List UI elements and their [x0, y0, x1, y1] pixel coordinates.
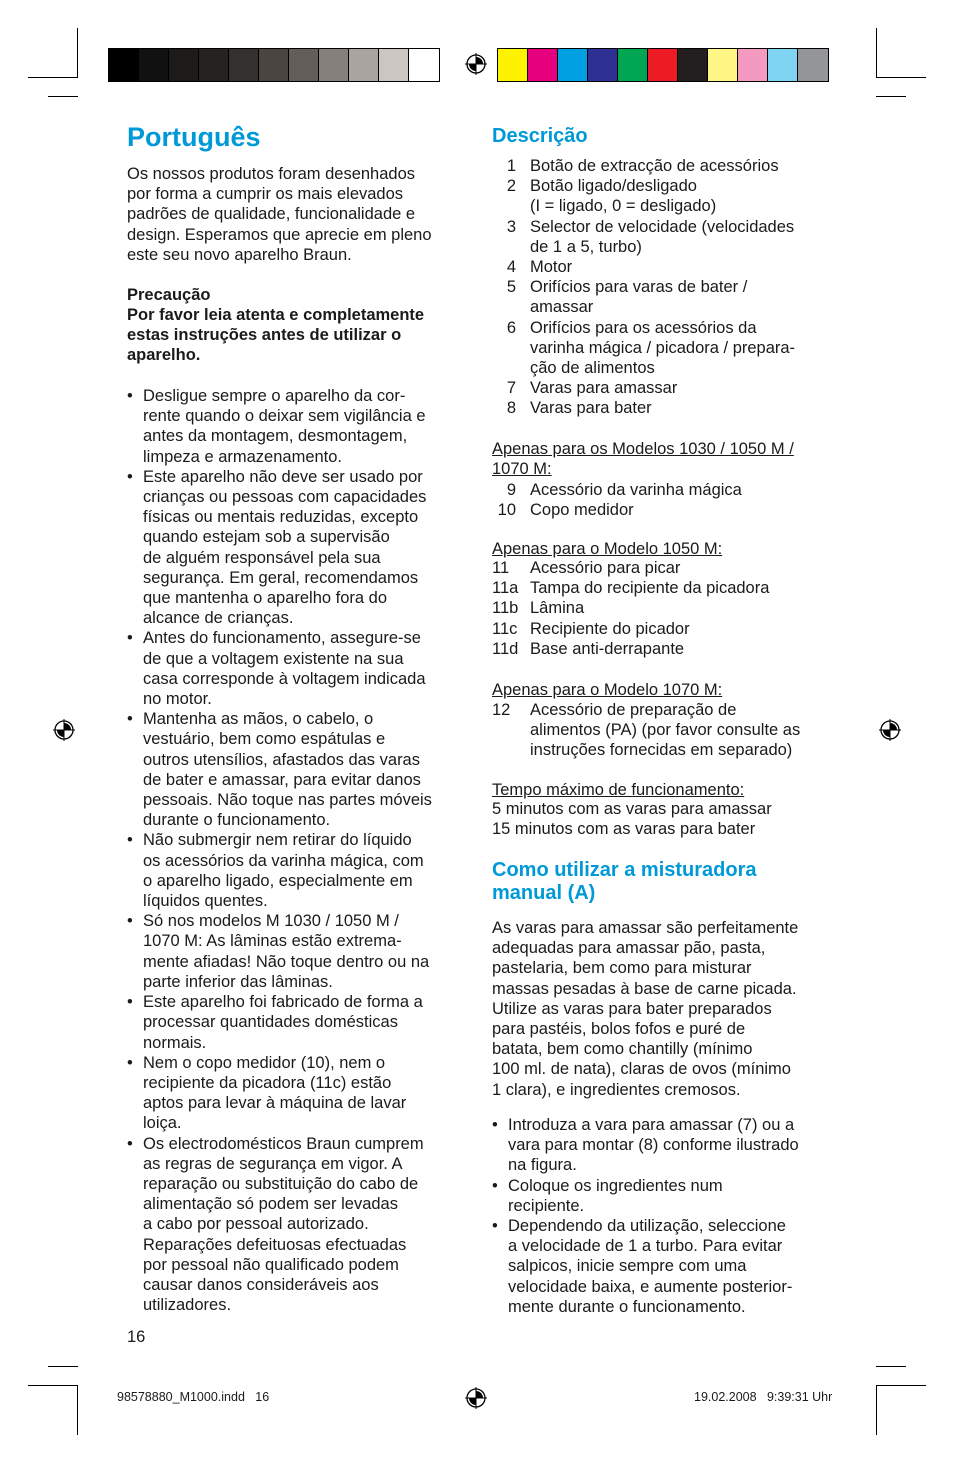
item-text: Selector de velocidade (velocidades de 1 a 5, turbo)	[530, 217, 795, 256]
intro-paragraph	[127, 164, 467, 265]
numbered-item	[492, 257, 837, 277]
usage-bullet-list	[492, 1115, 837, 1317]
text-line: design. Esperamos que aprecie em pleno	[127, 225, 432, 244]
usage-paragraph	[492, 918, 837, 1100]
item-text: Orifícios para varas de bater / amassar	[530, 278, 748, 317]
item-number: 12	[492, 701, 511, 719]
bullet-item: • Só nos modelos M 1030 / 1050 M / 1070 M: As lâminas estão extrema- mente afiadas! Não toque dentro ou na parte inferior das lâminas.	[127, 911, 472, 992]
item-text: Varas para bater	[530, 399, 652, 418]
text-line: pastelaria, bem como para misturar	[492, 959, 752, 978]
numbered-item	[492, 217, 837, 257]
color-swatch	[169, 49, 199, 81]
text-line: Utilize as varas para bater preparados	[492, 999, 772, 1018]
item-text: Orifícios para os acessórios da varinha mágica / picadora / prepara- ção de alimentos	[530, 318, 796, 378]
item-text: Tampa do recipiente da picadora	[530, 579, 770, 598]
item-number: 2	[506, 177, 516, 196]
numbered-item	[492, 318, 837, 379]
text-line: 5 minutos com as varas para amassar	[492, 800, 772, 818]
process-color-bar	[497, 48, 829, 82]
bullet-item: • Nem o copo medidor (10), nem o recipiente da picadora (11c) estão aptos para levar à máquina de lavar loiça.	[127, 1053, 472, 1134]
color-swatch	[289, 49, 319, 81]
item-number: 11d	[492, 639, 519, 658]
max-time-text	[492, 799, 772, 839]
item-number: 11	[492, 559, 510, 577]
item-number: 3	[506, 217, 516, 236]
models-c-title: Apenas para o Modelo 1070 M:	[492, 681, 723, 699]
item-number: 11b	[492, 599, 519, 618]
text-line: aparelho.	[127, 346, 201, 365]
page-number: 16	[127, 1328, 146, 1346]
caution-text	[127, 305, 467, 366]
models-b-list	[492, 558, 837, 659]
text-line: 15 minutos com as varas para bater	[492, 820, 756, 839]
color-swatch	[379, 49, 409, 81]
bullet-item: • Coloque os ingredientes num recipiente.	[492, 1176, 837, 1216]
item-number: 6	[506, 318, 516, 337]
description-list	[492, 156, 837, 419]
max-time-title: Tempo máximo de funcionamento:	[492, 781, 745, 799]
text-line: Apenas para os Modelos 1030 / 1050 M /	[492, 440, 794, 458]
text-line: 100 ml. de nata), claras de ovos (mínimo	[492, 1060, 791, 1079]
registration-mark-icon	[465, 1387, 487, 1409]
text-line: 1 clara), e ingredientes cremosos.	[492, 1080, 741, 1099]
item-text: Motor	[530, 258, 573, 277]
numbered-item	[492, 700, 837, 761]
color-swatch	[648, 49, 678, 81]
grayscale-color-bar	[108, 48, 440, 82]
item-number: 4	[506, 258, 516, 277]
item-text: Acessório para picar	[530, 559, 681, 577]
item-text: Acessório de preparação de alimentos (PA) (por favor consulte as instruções fornecidas em separado)	[530, 701, 801, 760]
usage-heading	[492, 859, 757, 905]
color-swatch	[349, 49, 379, 81]
color-swatch	[498, 49, 528, 81]
item-text: Botão ligado/desligado (I = ligado, 0 = desligado)	[530, 177, 717, 216]
numbered-item	[492, 480, 837, 500]
numbered-item	[492, 378, 837, 398]
color-swatch	[558, 49, 588, 81]
footer-timestamp: 19.02.2008 9:39:31 Uhr	[694, 1390, 833, 1404]
caution-title: Precaução	[127, 286, 211, 304]
text-line: Os nossos produtos foram desenhados	[127, 165, 416, 183]
registration-mark-icon	[465, 53, 487, 75]
bullet-item: • Desligue sempre o aparelho da cor- rente quando o deixar sem vigilância e antes da montagem, desmontagem, limpeza e armazenamento.	[127, 386, 472, 467]
color-swatch	[708, 49, 738, 81]
item-text: Copo medidor	[530, 501, 634, 520]
numbered-item	[492, 578, 837, 598]
bullet-item: • Não submergir nem retirar do líquido os acessórios da varinha mágica, com o aparelho ligado, especialmente em líquidos quentes.	[127, 830, 472, 911]
color-swatch	[259, 49, 289, 81]
color-swatch	[588, 49, 618, 81]
color-swatch	[109, 49, 139, 81]
bullet-item: • Este aparelho não deve ser usado por crianças ou pessoas com capacidades físicas ou mentais reduzidas, excepto quando estejam sob a supervisão de alguém responsável pela sua segurança. Em geral, recomendamos que mantenha o aparelho fora do alcance de crianças.	[127, 467, 472, 629]
models-b-title: Apenas para o Modelo 1050 M:	[492, 540, 723, 558]
safety-bullet-list	[127, 386, 472, 1315]
text-line: massas pesadas à base de carne picada.	[492, 979, 797, 998]
text-line: estas instruções antes de utilizar o	[127, 326, 402, 345]
item-text: Base anti-derrapante	[530, 639, 685, 658]
numbered-item	[492, 398, 837, 418]
item-number: 11a	[492, 579, 519, 598]
numbered-item	[492, 500, 837, 520]
color-swatch	[738, 49, 768, 81]
numbered-item	[492, 619, 837, 639]
item-number: 7	[506, 379, 516, 398]
numbered-item	[492, 176, 837, 216]
numbered-item	[492, 277, 837, 317]
registration-mark-icon	[879, 719, 901, 741]
color-swatch	[409, 49, 439, 81]
item-text: Acessório da varinha mágica	[530, 481, 742, 499]
text-line: batata, bem como chantilly (mínimo	[492, 1040, 753, 1059]
item-text: Lâmina	[530, 599, 585, 618]
bullet-item: • Dependendo da utilização, seleccione a velocidade de 1 a turbo. Para evitar salpicos, inicie sempre com uma velocidade baixa, e aumente posterior- mente durante o funcionamento.	[492, 1216, 837, 1317]
bullet-item: • Mantenha as mãos, o cabelo, o vestuário, bem como espátulas e outros utensílios, afastados das varas de bater e amassar, para evitar danos pessoais. Não toque nas partes móveis durante o funcionamento.	[127, 709, 472, 830]
color-swatch	[139, 49, 169, 81]
footer-filename: 98578880_M1000.indd 16	[117, 1390, 270, 1404]
page-title: Português	[127, 122, 261, 152]
models-a-list	[492, 480, 837, 520]
numbered-item	[492, 639, 837, 659]
models-a-title	[492, 439, 794, 479]
bullet-item: • Os electrodomésticos Braun cumprem as regras de segurança em vigor. A reparação ou substituição do cabo de alimentação só podem ser levadas a cabo por pessoal autorizado. Reparações defeituosas efectuadas por pessoal não qualificado podem causar danos consideráveis aos utilizadores.	[127, 1134, 472, 1316]
item-text: Recipiente do picador	[530, 619, 690, 638]
item-number: 1	[506, 157, 516, 175]
text-line: As varas para amassar são perfeitamente	[492, 919, 799, 937]
color-swatch	[678, 49, 708, 81]
item-number: 10	[497, 501, 516, 520]
text-line: por forma a cumprir os mais elevados	[127, 185, 404, 204]
numbered-item	[492, 598, 837, 618]
item-text: Varas para amassar	[530, 379, 678, 398]
bullet-item: • Introduza a vara para amassar (7) ou a vara para montar (8) conforme ilustrado na figura.	[492, 1115, 837, 1176]
text-line: Por favor leia atenta e completamente	[127, 306, 425, 324]
color-swatch	[798, 49, 828, 81]
item-number: 9	[506, 481, 516, 499]
item-text: Botão de extracção de acessórios	[530, 157, 779, 175]
numbered-item	[492, 558, 837, 578]
description-heading: Descrição	[492, 125, 588, 147]
text-line: 1070 M:	[492, 460, 552, 479]
text-line: para pastéis, bolos fofos e puré de	[492, 1020, 746, 1039]
bullet-item: • Antes do funcionamento, assegure-se de que a voltagem existente na sua casa corresponde à voltagem indicada no motor.	[127, 628, 472, 709]
text-line: padrões de qualidade, funcionalidade e	[127, 205, 416, 224]
color-swatch	[528, 49, 558, 81]
item-number: 8	[506, 399, 516, 418]
text-line: adequadas para amassar pão, pasta,	[492, 939, 766, 958]
color-swatch	[199, 49, 229, 81]
item-number: 5	[506, 278, 516, 297]
registration-mark-icon	[53, 719, 75, 741]
color-swatch	[618, 49, 648, 81]
bullet-item: • Este aparelho foi fabricado de forma a processar quantidades domésticas normais.	[127, 992, 472, 1053]
color-swatch	[768, 49, 798, 81]
models-c-list	[492, 700, 837, 761]
text-line: manual (A)	[492, 882, 596, 904]
text-line: este seu novo aparelho Braun.	[127, 245, 352, 264]
color-swatch	[229, 49, 259, 81]
numbered-item	[492, 156, 837, 176]
color-swatch	[319, 49, 349, 81]
item-number: 11c	[492, 619, 518, 638]
text-line: Como utilizar a misturadora	[492, 859, 757, 881]
